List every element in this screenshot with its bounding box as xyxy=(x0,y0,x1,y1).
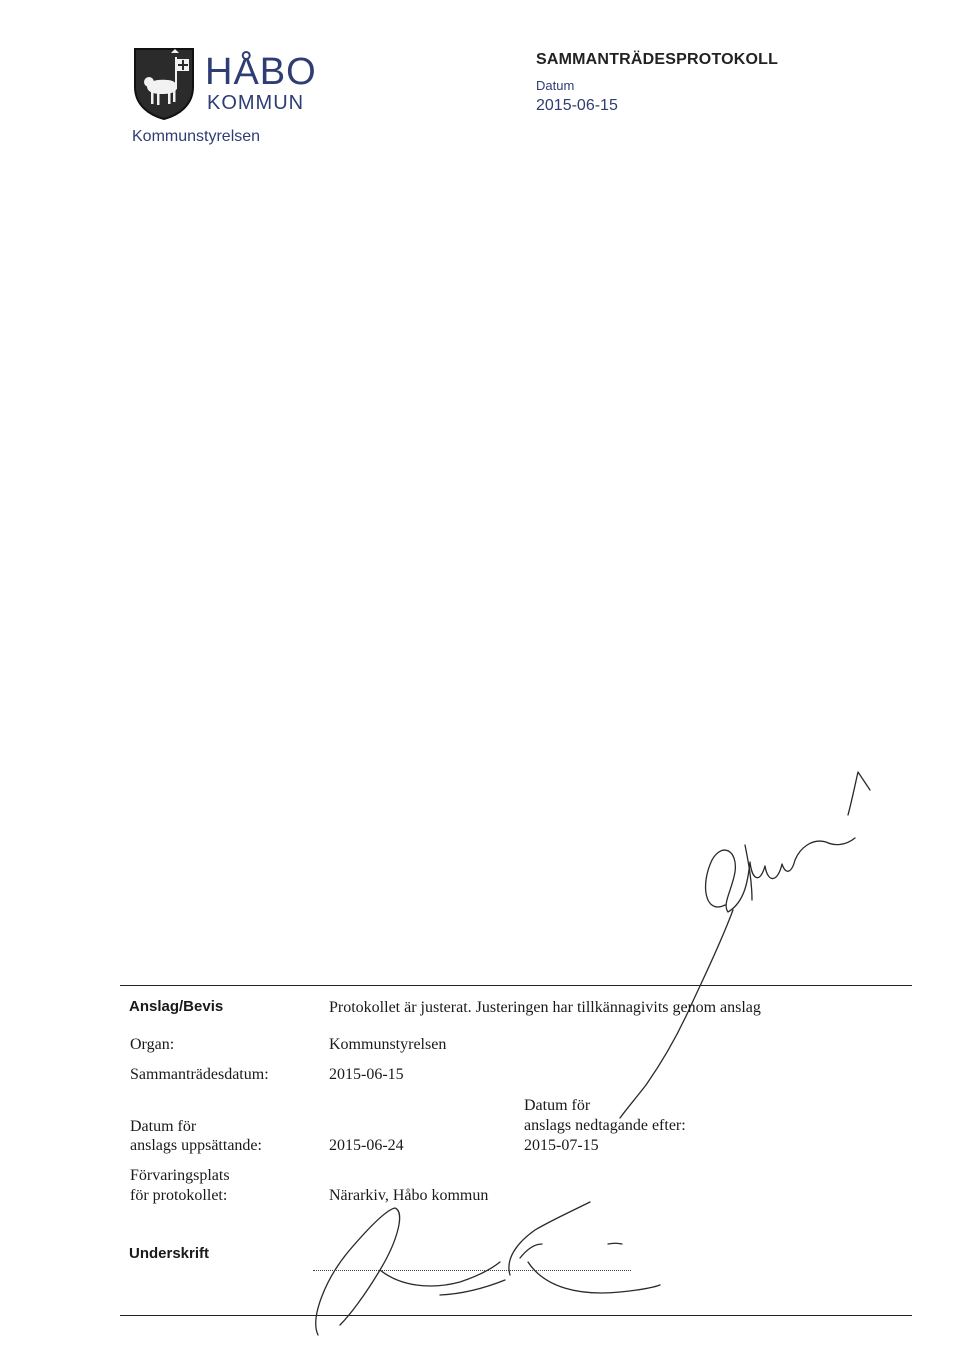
signature-heading: Underskrift xyxy=(129,1245,210,1262)
storage-label-line-1: Förvaringsplats xyxy=(130,1167,230,1184)
municipality-name: HÅBO xyxy=(205,51,317,93)
notice-top-divider xyxy=(120,985,912,986)
municipality-crest-icon xyxy=(133,47,195,121)
storage-label-line-2: för protokollet: xyxy=(130,1187,228,1204)
removed-date-label-line-2: anslags nedtagande efter: xyxy=(524,1117,686,1134)
removed-date-value: 2015-07-15 xyxy=(524,1137,599,1154)
storage-value: Närarkiv, Håbo kommun xyxy=(329,1187,489,1204)
notice-intro: Protokollet är justerat. Justeringen har tillkännagivits genom anslag xyxy=(329,999,761,1016)
posted-date-label-line-2: anslags uppsättande: xyxy=(130,1137,262,1154)
notice-heading: Anslag/Bevis xyxy=(129,998,224,1015)
document-title: SAMMANTRÄDESPROTOKOLL xyxy=(536,51,779,68)
notice-bottom-divider xyxy=(120,1315,912,1316)
department-name: Kommunstyrelsen xyxy=(132,128,261,145)
meeting-date-value: 2015-06-15 xyxy=(329,1066,404,1083)
organ-value: Kommunstyrelsen xyxy=(329,1036,447,1053)
posted-date-label-line-1: Datum för xyxy=(130,1118,197,1135)
removed-date-label-line-1: Datum för xyxy=(524,1097,591,1114)
municipality-subtitle: KOMMUN xyxy=(207,92,305,114)
date-value: 2015-06-15 xyxy=(536,97,618,114)
meeting-date-label: Sammanträdesdatum: xyxy=(130,1066,269,1083)
organ-label: Organ: xyxy=(130,1036,175,1053)
date-label: Datum xyxy=(536,78,575,93)
signature-line xyxy=(313,1270,631,1271)
posted-date-value: 2015-06-24 xyxy=(329,1137,404,1154)
